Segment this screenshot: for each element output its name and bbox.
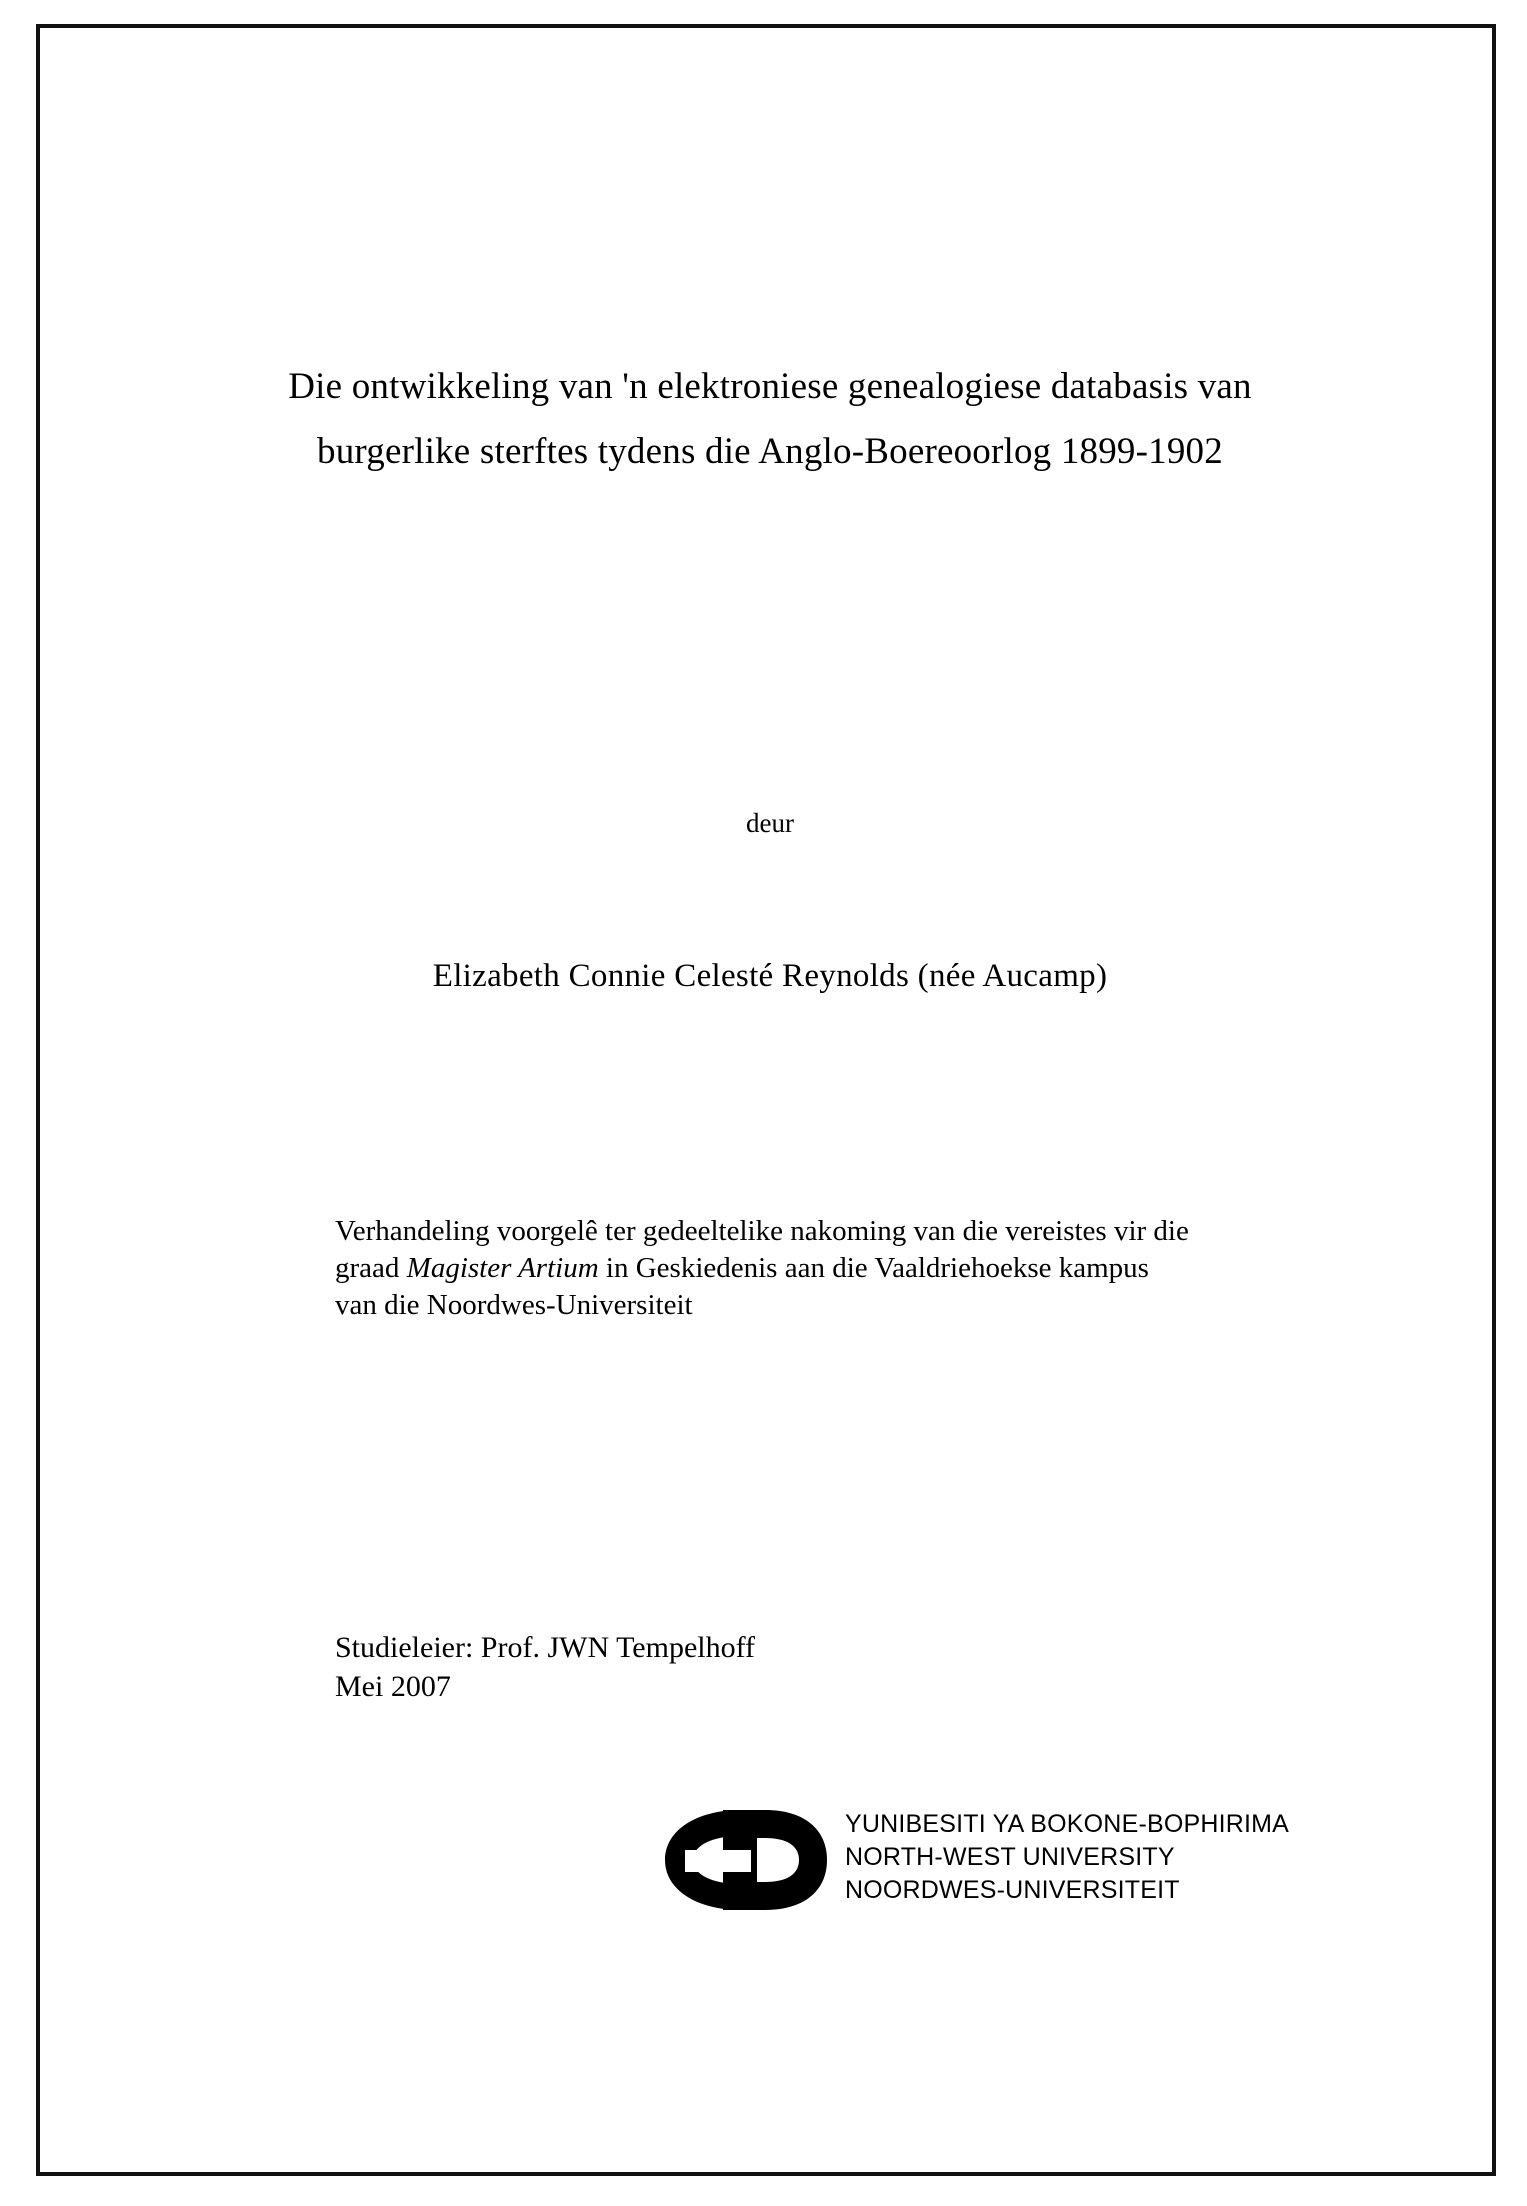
byline-label: deur: [746, 808, 794, 838]
logo-text-line-2: NORTH-WEST UNIVERSITY: [845, 1843, 1175, 1871]
thesis-title: [220, 368, 1320, 470]
degree-name-italic: Magister Artium: [406, 1252, 599, 1285]
title-line-2: burgerlike sterftes tydens die Anglo-Boereoorlog 1899-1902: [317, 431, 1223, 472]
supervisor-name: Studieleier: Prof. JWN Tempelhoff: [335, 1631, 756, 1664]
page-border-frame: [36, 24, 1496, 2176]
degree-statement-line-2-suffix: in Geskiedenis aan die Vaaldriehoekse kampus: [598, 1252, 1149, 1285]
degree-statement-line-2-prefix: graad: [335, 1252, 407, 1285]
degree-statement-line-3: van die Noordwes-Universiteit: [335, 1289, 693, 1322]
logo-text-line-3: NOORDWES-UNIVERSITEIT: [845, 1876, 1180, 1904]
title-page-content: [190, 28, 1350, 2172]
degree-statement: [335, 1213, 1357, 1324]
author-name: Elizabeth Connie Celesté Reynolds (née Aucamp): [432, 958, 1108, 994]
logo-text-line-1: YUNIBESITI YA BOKONE-BOPHIRIMA: [845, 1810, 1290, 1838]
title-line-1: Die ontwikkeling van 'n elektroniese genealogiese databasis van: [288, 366, 1252, 407]
university-logo-text: [845, 1808, 1289, 1907]
supervisor-block: [335, 1628, 1235, 1706]
degree-statement-line-2: [335, 1250, 1357, 1287]
north-west-university-logo-icon: [645, 1806, 840, 1914]
submission-date: Mei 2007: [335, 1670, 451, 1703]
university-logo-block: [620, 1798, 1290, 1918]
degree-statement-line-1: Verhandeling voorgelê ter gedeeltelike nakoming van die vereistes vir die: [335, 1215, 1189, 1247]
